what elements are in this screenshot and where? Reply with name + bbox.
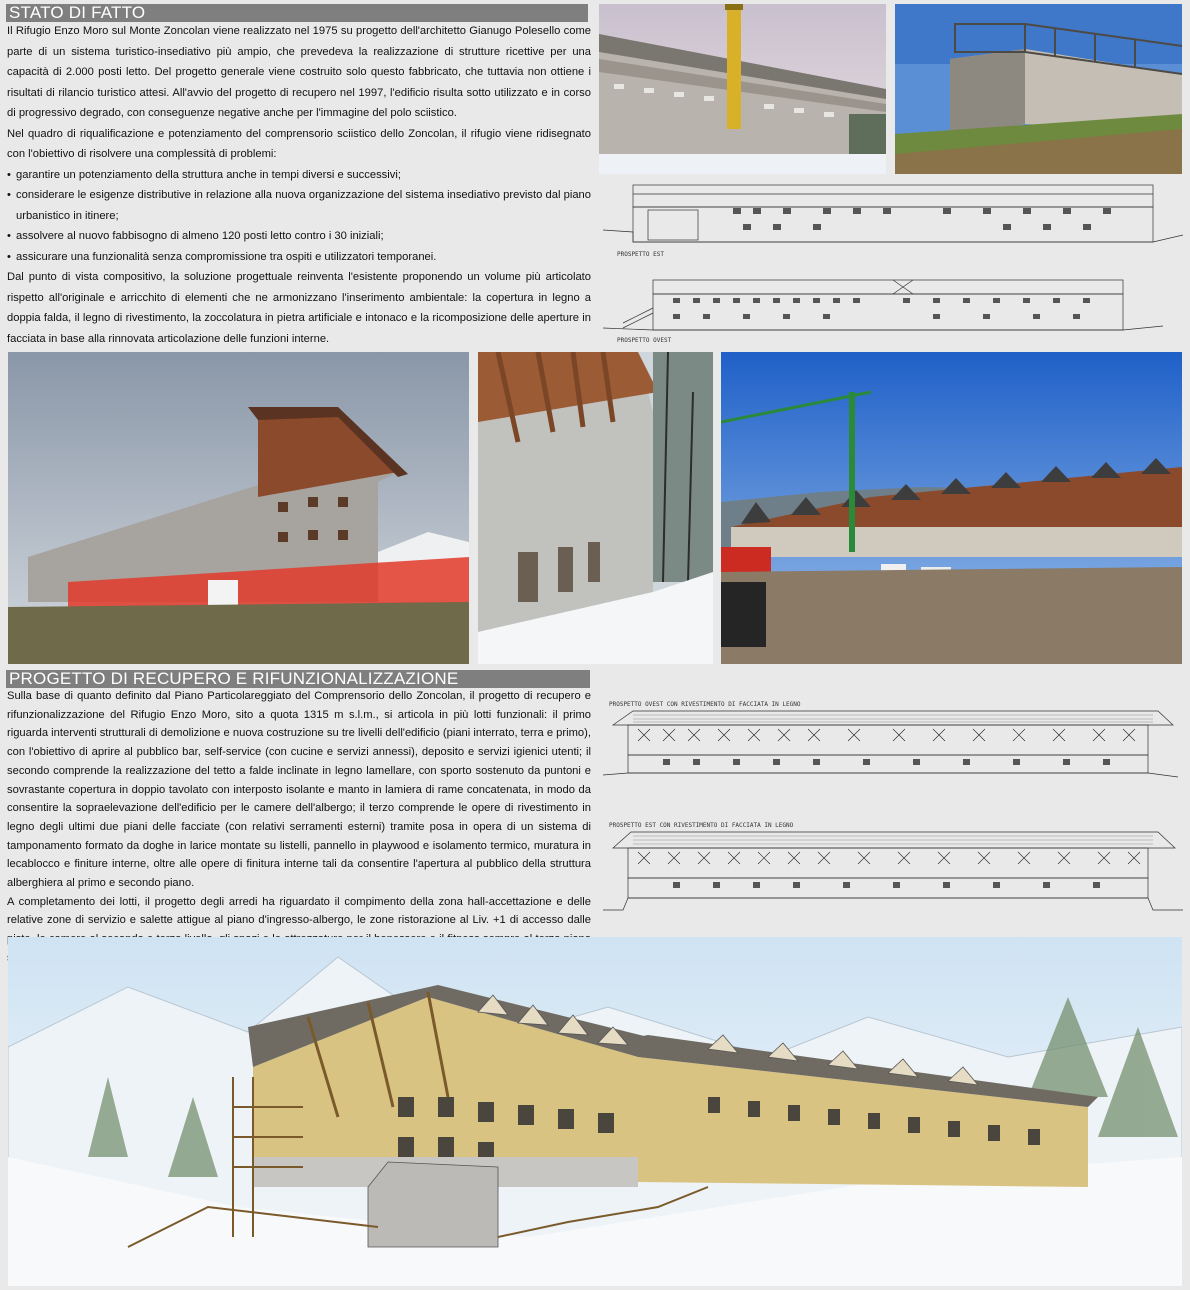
elevation-label: PROSPETTO OVEST CON RIVESTIMENTO DI FACCIATA IN LEGNO xyxy=(609,701,801,708)
illustration-project-rendering xyxy=(8,937,1182,1286)
paragraph: Il Rifugio Enzo Moro sul Monte Zoncolan viene realizzato nel 1975 su progetto dell'architetto Gianugo Polesello come parte di un sistema turistico-insediativo più ampio, che prevedeva la realizzazione di strutture ricettive per una capacità di 2.000 posti letto. Del progetto generale viene costruito solo questo fabbricato, che tuttavia non ottiene i risultati di rilancio turistico attesi. All'avvio del progetto di recupero nel 1997, l'edificio risulta sotto utilizzato e in corso di progressivo degrado, con conseguenze negative anche per l'immagine del polo sciistico. xyxy=(7,25,591,119)
section-title-progetto: PROGETTO DI RECUPERO E RIFUNZIONALIZZAZIONE xyxy=(6,670,590,688)
stato-di-fatto-text xyxy=(7,21,591,349)
elevation-drawing-est-project xyxy=(603,818,1183,923)
photo-construction-site-red-fence xyxy=(8,352,469,664)
paragraph: Nel quadro di riqualificazione e potenziamento del comprensorio sciistico dello Zoncolan, il rifugio viene ridisegnato con l'obiettivo di risolvere una complessità di problemi: xyxy=(7,127,591,160)
elevation-drawing-est-existing xyxy=(603,180,1183,260)
problem-list xyxy=(7,165,591,268)
photo-renovated-building-crane xyxy=(721,352,1182,664)
photo-existing-building-chimney xyxy=(599,4,886,174)
paragraph: Dal punto di vista compositivo, la soluzione progettuale reinventa l'esistente proponendo un volume più articolato rispetto all'originale e arricchito di elementi che ne armonizzano l'inserimento ambientale: la copertura in legno a doppia falda, il legno di rivestimento, la zoccolatura in pietra artificiale e intonaco e la ricomposizione delle aperture in facciata in base alla rinnovata articolazione delle funzioni interne. xyxy=(7,271,591,345)
elevation-drawing-ovest-project xyxy=(603,697,1183,795)
list-item: • assolvere al nuovo fabbisogno di almeno 120 posti letto contro i 30 iniziali; xyxy=(7,226,591,247)
list-item: • assicurare una funzionalità senza compromissione tra ospiti e utilizzatori temporanei. xyxy=(7,247,591,268)
elevation-label: PROSPETTO OVEST xyxy=(617,337,672,344)
section-title-stato-di-fatto: STATO DI FATTO xyxy=(6,4,588,22)
paragraph: A completamento dei lotti, il progetto degli arredi ha riguardato il compimento della zona hall-accettazione e delle relative zone di servizio e salette attigue al piano d'ingresso-albergo, le zone ristorazione al Liv. +1 di accesso dalle xyxy=(7,895,591,927)
progetto-text xyxy=(7,687,591,968)
elevation-drawing-ovest-existing xyxy=(603,268,1183,346)
elevation-label: PROSPETTO EST CON RIVESTIMENTO DI FACCIATA IN LEGNO xyxy=(609,822,794,829)
photo-facade-snow xyxy=(478,352,713,664)
list-item: • considerare le esigenze distributive in relazione alla nuova organizzazione del sistema insediativo previsto dal piano urbanistico in itinere; xyxy=(7,185,591,226)
paragraph: Sulla base di quanto definito dal Piano Particolareggiato del Comprensorio dello Zoncolan, il progetto di recupero e rifunzionalizzazione del Rifugio Enzo Moro, sito a quota 1315 m s.l.m., si articola in più lotti funzionali: il primo riguarda interventi strutturali di demolizione e nuova costruzione su tre livelli dell'edificio (piani interrato, terra e primo), con l'obiettivo di aprire al pubblico bar, self-service (con cucine e servizi annessi), deposito e servizi igienici utenti; il secondo comprende la realizzazione del tetto a falde inclinate in legno lamellare, con sporto sostenuto da puntoni e sovrastante copertura in doppio tavolato con interposto isolante e manto in lamiera di rame concatenata, in modo da consentire la sopraelevazione dell'edificio per le camere dell'albergo; il terzo comprende le opere di rivestimento in legno degli ultimi due piani delle facciate (con relativi serramenti esterni) tramite posa in opera di un sistema di tamponamento formato da doghe in larice montate su listelli, pannello in playwood e isolamento termico, muratura in lecablocco e finiture interne, oltre alle opere di finitura interne tali da consentire l'apertura al pubblico della struttura alberghiera al primo e secondo piano. xyxy=(7,690,591,890)
list-item: • garantire un potenziamento della struttura anche in tempi diversi e successivi; xyxy=(7,165,591,186)
elevation-label: PROSPETTO EST xyxy=(617,251,664,258)
photo-existing-building-corner xyxy=(895,4,1182,174)
